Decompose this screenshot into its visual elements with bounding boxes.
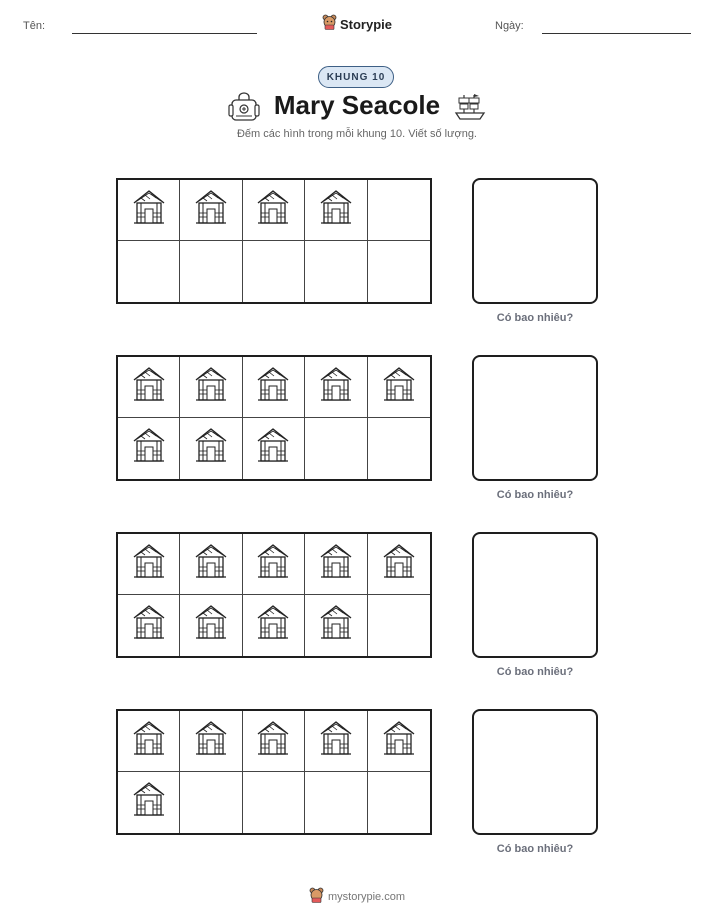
hut-icon [193, 365, 229, 410]
frame-cell [118, 180, 180, 241]
frame-cell [180, 241, 242, 302]
topic-badge: KHUNG 10 [318, 66, 394, 88]
frame-cell [243, 418, 305, 479]
hut-icon [193, 603, 229, 648]
frame-cell [118, 241, 180, 302]
frame-cell [368, 180, 430, 241]
hut-icon [131, 188, 167, 233]
hut-icon [255, 365, 291, 410]
ten-frame-3 [116, 532, 432, 658]
frame-cell [243, 711, 305, 772]
frame-cell [243, 180, 305, 241]
ten-frame-4 [116, 709, 432, 835]
hut-icon [318, 603, 354, 648]
frame-cell [243, 772, 305, 833]
frame-cell [243, 534, 305, 595]
frame-cell [305, 241, 367, 302]
brand-name: Storypie [339, 17, 392, 32]
frame-cell [368, 357, 430, 418]
frame-cell [305, 772, 367, 833]
hut-icon [381, 542, 417, 587]
hut-icon [131, 603, 167, 648]
answer-box-4[interactable] [472, 709, 598, 835]
hut-icon [131, 780, 167, 825]
ten-frame-1 [116, 178, 432, 304]
hut-icon [131, 719, 167, 764]
hut-icon [255, 542, 291, 587]
brand-header [0, 14, 714, 35]
hut-icon [131, 542, 167, 587]
hut-icon [255, 188, 291, 233]
frame-cell [180, 180, 242, 241]
date-line[interactable] [542, 33, 691, 34]
hut-icon [255, 603, 291, 648]
answer-box-1[interactable] [472, 178, 598, 304]
frame-cell [180, 711, 242, 772]
hut-icon [131, 365, 167, 410]
frame-cell [368, 595, 430, 656]
frame-cell [305, 534, 367, 595]
hut-icon [318, 365, 354, 410]
name-label: Tên: [23, 20, 46, 32]
hut-icon [318, 719, 354, 764]
answer-box-2[interactable] [472, 355, 598, 481]
frame-cell [243, 241, 305, 302]
hut-icon [318, 188, 354, 233]
answer-prompt-3: Có bao nhiêu? [496, 666, 574, 678]
footer [0, 887, 714, 906]
frame-cell [118, 772, 180, 833]
hut-icon [381, 719, 417, 764]
frame-cell [305, 595, 367, 656]
answer-prompt-4: Có bao nhiêu? [496, 843, 574, 855]
hut-icon [131, 426, 167, 471]
hut-icon [255, 426, 291, 471]
frame-cell [118, 357, 180, 418]
frame-cell [368, 241, 430, 302]
hut-icon [318, 542, 354, 587]
frame-cell [180, 534, 242, 595]
frame-cell [180, 772, 242, 833]
hut-icon [381, 365, 417, 410]
frame-cell [180, 595, 242, 656]
hut-icon [193, 188, 229, 233]
answer-prompt-2: Có bao nhiêu? [496, 489, 574, 501]
hut-icon [193, 426, 229, 471]
frame-cell [118, 711, 180, 772]
hut-icon [193, 719, 229, 764]
frame-cell [368, 711, 430, 772]
ship-icon [454, 92, 486, 127]
hut-icon [193, 542, 229, 587]
page-title: Mary Seacole [273, 90, 441, 120]
instructions: Đếm các hình trong mỗi khung 10. Viết số lượng. [236, 128, 477, 140]
bear-mascot-icon [309, 887, 324, 906]
frame-cell [305, 711, 367, 772]
frame-cell [305, 357, 367, 418]
frame-cell [305, 418, 367, 479]
ten-frame-2 [116, 355, 432, 481]
frame-cell [368, 418, 430, 479]
frame-cell [180, 357, 242, 418]
answer-box-3[interactable] [472, 532, 598, 658]
frame-cell [118, 595, 180, 656]
frame-cell [305, 180, 367, 241]
answer-prompt-1: Có bao nhiêu? [496, 312, 574, 324]
hut-icon [255, 719, 291, 764]
frame-cell [368, 772, 430, 833]
frame-cell [118, 418, 180, 479]
bear-mascot-icon [322, 14, 337, 35]
frame-cell [243, 595, 305, 656]
frame-cell [243, 357, 305, 418]
footer-url: mystorypie.com [327, 890, 406, 903]
frame-cell [180, 418, 242, 479]
frame-cell [118, 534, 180, 595]
frame-cell [368, 534, 430, 595]
date-label: Ngày: [495, 20, 524, 32]
